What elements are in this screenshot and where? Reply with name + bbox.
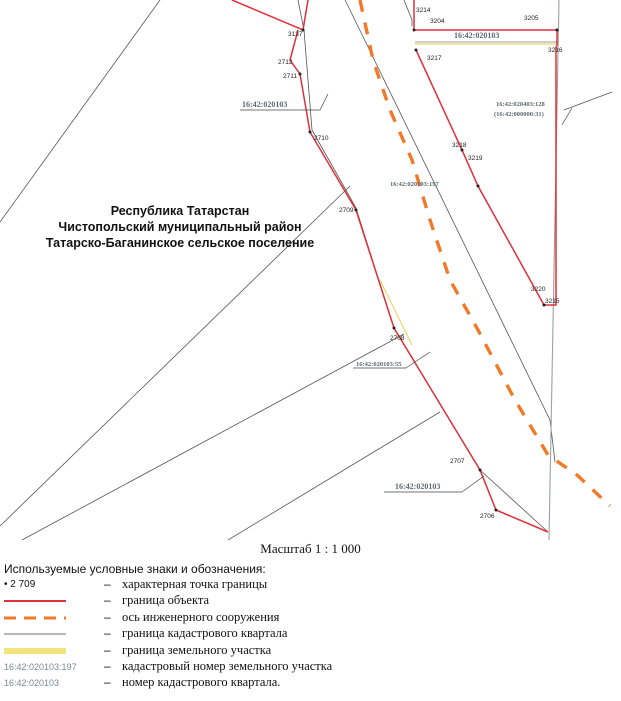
region-line: Чистопольский муниципальный район [58, 220, 302, 234]
legend-row [4, 643, 616, 659]
point-label: 3215 [545, 298, 560, 305]
legend-dash: – [104, 658, 111, 673]
legend-block-number-symbol: 16:42:020103 [4, 678, 60, 689]
point-label: 3219 [468, 155, 483, 162]
point-label: 3204 [430, 18, 445, 25]
legend-dash: – [104, 609, 111, 624]
point-label: 3205 [524, 15, 539, 22]
legend-description: номер кадастрового квартала. [122, 675, 281, 690]
point-label: 2707 [450, 458, 465, 465]
legend [4, 562, 616, 692]
legend-dash: – [104, 593, 111, 608]
cadastral-block-boundary [415, 0, 559, 540]
legend-title: Используемые условные знаки и обозначения: [4, 562, 266, 576]
point-label: 2712 [278, 59, 293, 66]
parcel-boundary-lines [380, 44, 557, 345]
legend-gray-line-symbol [4, 626, 70, 642]
legend-dash: – [104, 675, 111, 690]
legend-description: кадастровый номер земельного участка [122, 658, 333, 673]
legend-description: граница земельного участка [122, 642, 272, 657]
parcel-label-line1: 16:42:020403:128 [496, 101, 545, 108]
legend-row [4, 577, 616, 593]
cadastral-block-label: 16:42:020103 [395, 482, 441, 491]
legend-dash: – [104, 626, 111, 641]
legend-description: ось инженерного сооружения [122, 609, 280, 624]
region-line: Татарско-Баганинское сельское поселение [45, 236, 315, 250]
point-label: 2710 [314, 135, 329, 142]
legend-row [4, 675, 616, 691]
legend-dash: – [104, 642, 111, 657]
point-label: 2709 [339, 207, 354, 214]
parcel-label: 16:42:020103:55 [356, 361, 402, 368]
point-label: 3137 [288, 31, 303, 38]
legend-description: характерная точка границы [122, 577, 268, 591]
legend-description: граница кадастрового квартала [122, 626, 288, 641]
legend-parcel-number-symbol: 16:42:020103:197 [4, 661, 77, 672]
legend-point-symbol: • 2 709 [4, 579, 36, 590]
point-labels [278, 7, 563, 520]
parcel-label-line2: (16:42:000000:31) [494, 111, 544, 118]
cadastral-block-label: 16:42:020103 [242, 100, 288, 109]
point-label: 2708 [390, 335, 405, 342]
engineering-axis [360, 0, 610, 506]
legend-description: граница объекта [122, 593, 210, 608]
object-boundary [232, 0, 557, 532]
legend-yellow-band-symbol [4, 643, 70, 659]
legend-orange-dash-symbol [4, 610, 70, 626]
scale-label: Масштаб 1 : 1 000 [260, 541, 361, 556]
point-label: 3216 [548, 47, 563, 54]
region-line: Республика Татарстан [110, 204, 250, 218]
point-label: 3214 [416, 7, 431, 14]
point-label: 2711 [283, 73, 297, 80]
legend-row [4, 593, 616, 609]
parcel-label: 16:42:020103:197 [390, 181, 439, 188]
point-label: 3220 [531, 286, 546, 293]
point-label: 3218 [452, 142, 467, 149]
point-label: 2706 [480, 513, 495, 520]
legend-red-line-symbol [4, 593, 70, 609]
region-label [46, 204, 314, 250]
legend-row [4, 626, 616, 642]
point-label: 3217 [427, 55, 442, 62]
legend-dash: – [104, 577, 111, 591]
legend-row [4, 659, 616, 675]
legend-row [4, 610, 616, 626]
cadastral-block-label: 16:42:020103 [454, 31, 500, 40]
